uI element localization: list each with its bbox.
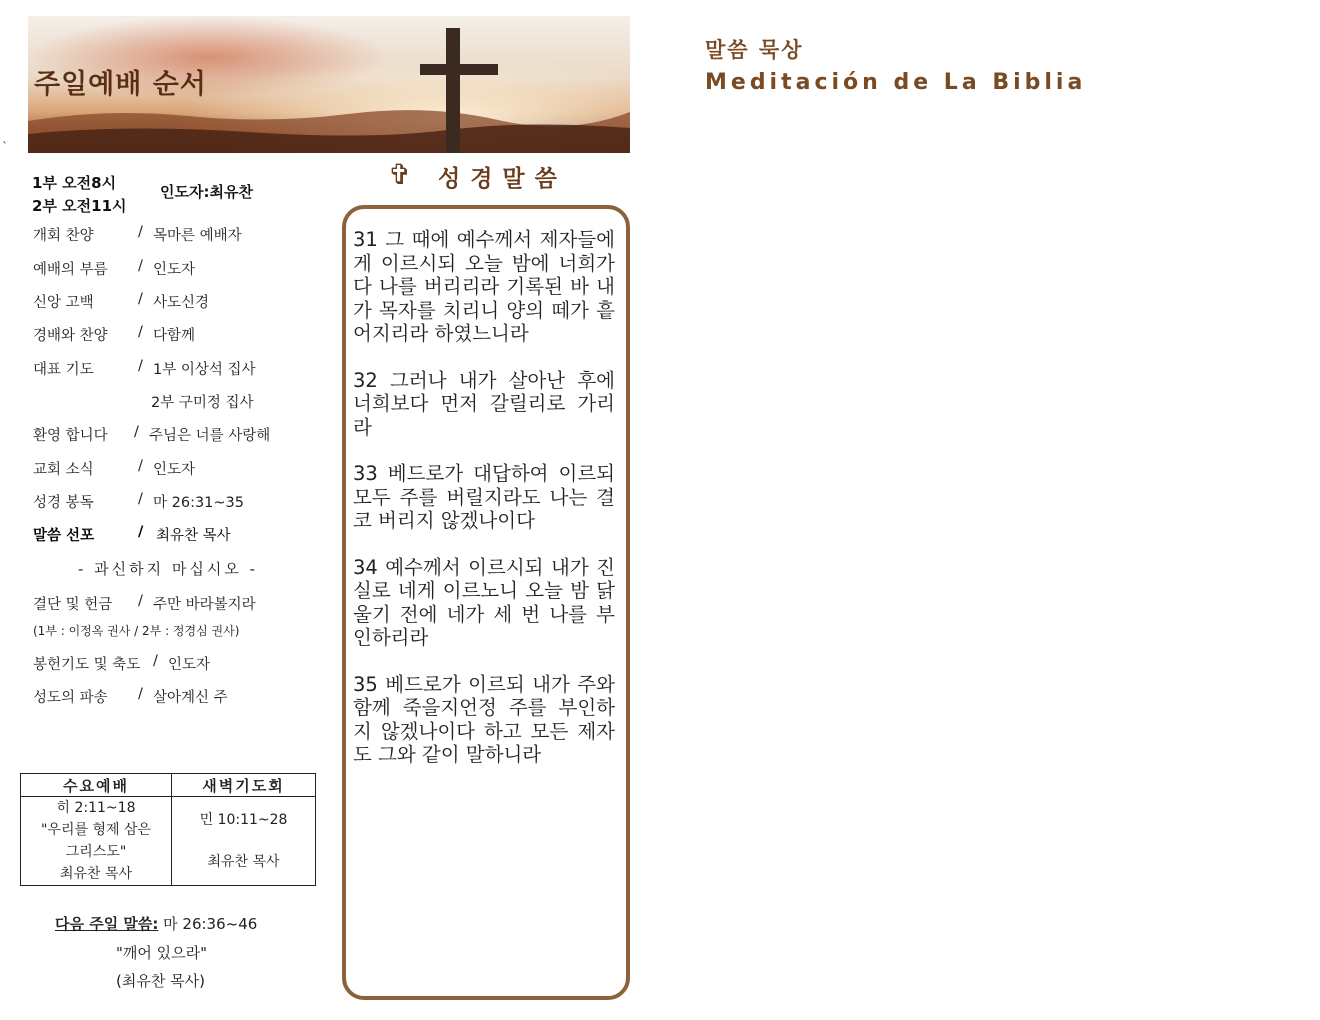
scripture-title: 성경말씀 xyxy=(438,166,567,192)
wednesday-title-2: 그리스도" xyxy=(65,844,127,860)
order-separator: / xyxy=(138,524,144,540)
order-item: 대표 기도 xyxy=(33,362,94,378)
order-item: 경배와 찬양 xyxy=(33,328,108,344)
next-sunday-line xyxy=(55,913,257,934)
caution-line: - 과신하지 마십시오 - xyxy=(78,560,259,578)
order-item: 신앙 고백 xyxy=(33,295,94,311)
order-value: 주님은 너를 사랑해 xyxy=(149,428,271,444)
wednesday-preacher: 최유찬 목사 xyxy=(59,866,133,882)
order-separator: / xyxy=(138,593,143,609)
order-separator: / xyxy=(138,291,143,307)
first-service-time: 1부 오전8시 xyxy=(32,174,117,192)
wednesday-ref: 히 2:11~18 xyxy=(56,800,136,816)
order-item: 성도의 파송 xyxy=(33,690,108,706)
scripture-text xyxy=(353,228,615,790)
dawn-prayer-header: 새벽기도회 xyxy=(172,774,316,797)
worship-leader: 인도자:최유찬 xyxy=(160,183,253,201)
order-item: 봉헌기도 및 축도 xyxy=(33,657,141,673)
order-value: 살아계신 주 xyxy=(153,690,228,706)
order-separator: / xyxy=(134,424,139,440)
second-service-time: 2부 오전11시 xyxy=(32,197,127,215)
order-value: 다함께 xyxy=(153,328,196,344)
wednesday-title-1: "우리를 형제 삼은 xyxy=(40,822,151,838)
next-sunday-title: "깨어 있으라" xyxy=(116,944,208,962)
order-separator: / xyxy=(138,224,143,240)
order-value: 주만 바라볼지라 xyxy=(153,597,256,613)
wednesday-cell xyxy=(21,797,172,886)
order-separator: / xyxy=(138,258,143,274)
order-item: 결단 및 헌금 xyxy=(33,597,113,613)
order-value: 인도자 xyxy=(168,657,211,673)
meditation-title-es: Meditación de La Biblia xyxy=(705,70,1087,95)
dawn-prayer-cell xyxy=(172,797,316,886)
order-value: 마 26:31~35 xyxy=(153,495,245,511)
verse-33: 33 베드로가 대답하여 이르되 모두 주를 버릴지라도 나는 결코 버리지 않겠나이다 xyxy=(353,462,615,532)
weekday-services-table xyxy=(20,773,316,886)
verse-31: 31 그 때에 예수께서 제자들에게 이르시되 오늘 밤에 너희가 다 나를 버리리라 기록된 바 내가 목자를 치리니 양의 떼가 흩어지리라 하였느니라 xyxy=(353,228,615,345)
next-sunday-label: 다음 주일 말씀: xyxy=(55,915,159,933)
order-value: 2부 구미정 집사 xyxy=(151,395,254,411)
offering-note: (1부 : 이정옥 권사 / 2부 : 정경심 권사) xyxy=(33,624,240,638)
order-value: 최유찬 목사 xyxy=(156,528,231,544)
order-value: 목마른 예배자 xyxy=(153,228,242,244)
order-value: 인도자 xyxy=(153,462,196,478)
order-separator: / xyxy=(138,491,143,507)
order-separator: / xyxy=(138,458,143,474)
order-item: 말씀 선포 xyxy=(33,528,95,544)
meditation-title-ko: 말씀 묵상 xyxy=(705,38,804,62)
order-item: 환영 합니다 xyxy=(33,428,108,444)
order-item: 성경 봉독 xyxy=(33,495,94,511)
order-separator: / xyxy=(153,653,158,669)
order-value: 인도자 xyxy=(153,262,196,278)
dawn-preacher: 최유찬 목사 xyxy=(207,854,280,870)
banner-title: 주일예배 순서 xyxy=(34,69,207,100)
order-item: 교회 소식 xyxy=(33,462,94,478)
next-sunday-preacher: (최유찬 목사) xyxy=(116,972,205,990)
verse-32: 32 그러나 내가 살아난 후에 너희보다 먼저 갈릴리로 가리라 xyxy=(353,368,615,439)
order-item: 예배의 부름 xyxy=(33,262,108,278)
cross-icon: ✞ xyxy=(388,158,412,191)
next-sunday-ref: 마 26:36~46 xyxy=(158,915,258,933)
wednesday-header: 수요예배 xyxy=(21,774,172,797)
order-value: 사도신경 xyxy=(153,295,210,311)
verse-34: 34 예수께서 이르시되 내가 진실로 네게 이르노니 오늘 밤 닭 울기 전에 네가 세 번 나를 부인하리라 xyxy=(353,555,615,649)
order-item: 개회 찬양 xyxy=(33,228,94,244)
verse-35: 35 베드로가 이르되 내가 주와 함께 죽을지언정 주를 부인하지 않겠나이다 하고 모든 제자도 그와 같이 말하니라 xyxy=(353,672,615,766)
order-separator: / xyxy=(138,686,143,702)
page-mark: ` xyxy=(2,140,8,154)
dawn-ref: 민 10:11~28 xyxy=(199,812,288,828)
order-separator: / xyxy=(138,324,143,340)
order-separator: / xyxy=(138,358,143,374)
order-value: 1부 이상석 집사 xyxy=(153,362,256,378)
